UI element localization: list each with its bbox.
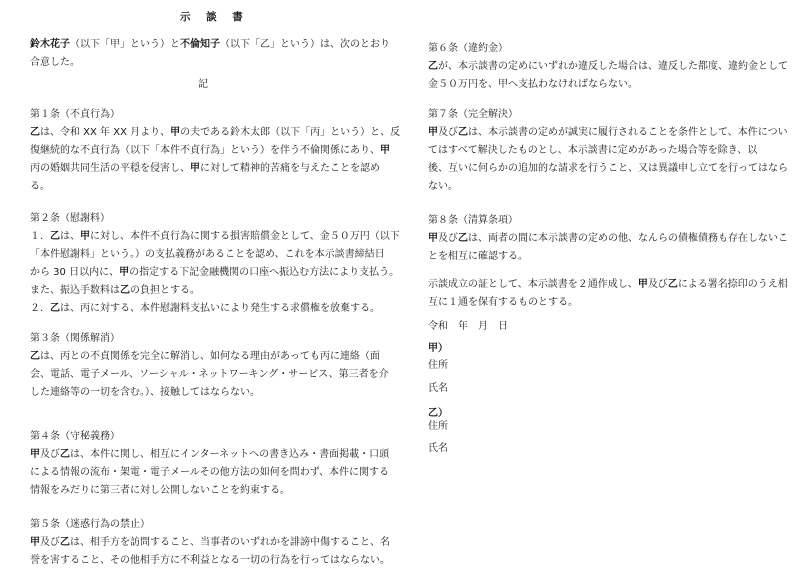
article-block [30, 330, 389, 402]
line-text: ２． [30, 303, 50, 314]
line-text: の指定する下記金融機関の口座へ振込む方法により支払う。 [129, 267, 400, 278]
article-block [30, 428, 389, 500]
line-text: した連絡等の一切を含む。）、接触してはならない。 [30, 387, 260, 398]
text-line [428, 178, 788, 196]
line-text: は、丙との不貞関係を完全に解消し、如何なる理由があっても丙に連絡（面 [40, 351, 380, 362]
party-ref: 甲 [30, 449, 40, 460]
intro-text-2: （以下「乙」という）は、次のとおり [220, 39, 390, 50]
line-text: が、本示談書の定めにいずれか違反した場合は、違反した都度、違約金として [438, 61, 788, 72]
article-heading: 第４条（守秘義務） [30, 431, 120, 442]
closing-paragraph [428, 276, 788, 312]
ki-marker: 記 [198, 79, 208, 90]
text-line [428, 76, 788, 94]
party-b-label: 乙） [428, 408, 448, 419]
article-heading: 第２条（慰謝料） [30, 213, 110, 224]
line-text: 及び [647, 279, 668, 290]
party-ref: 乙 [667, 279, 678, 290]
article-heading: 第６条（違約金） [428, 43, 508, 54]
party-ref: 甲 [190, 163, 200, 174]
party-ref: 甲 [80, 231, 90, 242]
party-ref: 乙 [50, 303, 60, 314]
party-ref: 乙 [50, 231, 60, 242]
text-line [30, 446, 389, 464]
article-heading: 第７条（完全解決） [428, 109, 518, 120]
party-ref: 乙 [428, 61, 438, 72]
text-line [30, 246, 400, 264]
article-block [428, 106, 788, 196]
text-line [428, 58, 788, 76]
text-line [428, 142, 788, 160]
text-line [428, 160, 788, 178]
text-line [428, 230, 788, 248]
party-ref: 甲 [170, 127, 181, 138]
line-text: とを相互に確認する。 [428, 251, 528, 262]
article-block [30, 210, 400, 318]
line-text: 及び [438, 127, 458, 138]
line-text: 示談成立の証として、本示談書を２通作成し、 [428, 279, 638, 290]
article-block [428, 40, 788, 94]
line-text: 互に１通を保有するものとする。 [428, 297, 578, 308]
line-text: は、本件に関し、相互にインターネットへの書き込み・書面掲載・口頭 [70, 449, 390, 460]
text-line [428, 276, 788, 294]
line-text: 「本件慰謝料」という。）の支払義務があることを認め、これを本示談書締結日 [30, 249, 385, 260]
document-title: 示 談 書 [180, 11, 249, 23]
party-a-name-label: 氏名 [428, 383, 448, 394]
line-text: る。 [30, 181, 50, 192]
line-text: は、相手方を訪問すること、当事者のいずれかを誹謗中傷すること、名 [70, 537, 390, 548]
article-block [30, 516, 390, 570]
line-text: 後、互いに何らかの追加的な請求を行うこと、又は異議申し立てを行ってはなら [428, 163, 788, 174]
line-text: は、本示談書の定めが誠実に履行されることを条件として、本件につい [468, 127, 788, 138]
line-text: による署名捺印のうえ相 [677, 279, 788, 290]
date-line: 令和 年 月 日 [428, 321, 508, 332]
line-text: に対し、本件不貞行為に関する損害賠償金として、金５０万円（以下 [90, 231, 400, 242]
party-ref: 乙 [458, 233, 468, 244]
line-text: の負担とする。 [130, 285, 200, 296]
article-block [30, 106, 400, 196]
line-text: 及び [40, 449, 60, 460]
line-text: は、丙に対する、本件慰謝料支払いにより発生する求償権を放棄する。 [60, 303, 380, 314]
line-text: ない。 [428, 181, 458, 192]
text-line [30, 348, 389, 366]
party-ref: 乙 [60, 449, 70, 460]
line-text: の夫である鈴木太郎（以下「丙」という）と、反 [180, 127, 401, 138]
line-text: 誉を害すること、その他相手方に不利益となる一切の行為を行ってはならない。 [30, 555, 390, 566]
party-ref: 甲 [30, 537, 40, 548]
party-b-address-label: 住所 [428, 421, 448, 432]
party-a-label: 甲） [428, 343, 448, 354]
article-block [428, 212, 788, 266]
line-text: １． [30, 231, 50, 242]
line-text: は、両者の間に本示談書の定めの他、なんらの債権債務も存在しないこ [468, 233, 788, 244]
text-line [30, 282, 400, 300]
text-line [30, 160, 400, 178]
party-ref: 甲 [428, 233, 438, 244]
line-text: てはすべて解決したものとし、本示談書に定めがあった場合等を除き、以 [428, 145, 758, 156]
line-text: から 30 日以内に、 [30, 267, 120, 278]
party-ref: 乙 [458, 127, 468, 138]
party-b-name-label: 氏名 [428, 443, 448, 454]
text-line [30, 142, 400, 160]
party-ref: 乙 [30, 127, 40, 138]
text-line [30, 300, 400, 318]
line-text: 情報をみだりに第三者に対し公開しないことを約束する。 [30, 485, 290, 496]
line-text: 会、電話、電子メール、ソーシャル・ネットワーキング・サービス、第三者を介 [30, 369, 389, 380]
line-text: 丙の婚姻共同生活の平穏を侵害し、 [30, 163, 190, 174]
intro-text-1: （以下「甲」という）と [70, 39, 180, 50]
text-line [30, 482, 389, 500]
text-line [428, 294, 788, 312]
party-ref: 甲 [428, 127, 438, 138]
article-heading: 第５条（迷惑行為の禁止） [30, 519, 150, 530]
party-ref: 甲 [119, 267, 130, 278]
party-a-address-label: 住所 [428, 360, 448, 371]
party-b-name: 不倫知子 [180, 39, 220, 50]
party-ref: 乙 [60, 537, 70, 548]
line-text: 復継続的な不貞行為（以下「本件不貞行為」という）を伴う不倫関係にあり、 [30, 145, 380, 156]
text-line [30, 464, 389, 482]
text-line [30, 124, 400, 142]
article-heading: 第８条（清算条項） [428, 215, 518, 226]
intro-paragraph [30, 36, 390, 72]
party-ref: 甲 [380, 145, 390, 156]
intro-line-2: 合意した。 [30, 57, 80, 68]
line-text: に対して精神的苦痛を与えたことを認め [200, 163, 380, 174]
text-line [30, 178, 400, 196]
text-line [30, 534, 390, 552]
line-text: は、 [60, 231, 80, 242]
text-line [30, 366, 389, 384]
party-ref: 乙 [120, 285, 130, 296]
party-ref: 甲 [637, 279, 648, 290]
text-line [30, 264, 400, 282]
article-heading: 第３条（関係解消） [30, 333, 120, 344]
text-line [428, 248, 788, 266]
text-line [428, 124, 788, 142]
text-line [30, 228, 400, 246]
line-text: による情報の流布・架電・電子メールその他方法の如何を問わず、本件に関する [30, 467, 389, 478]
party-ref: 乙 [30, 351, 40, 362]
text-line [30, 384, 389, 402]
line-text: 及び [40, 537, 60, 548]
text-line [30, 552, 390, 570]
line-text: 金５０万円を、甲へ支払わなければならない。 [428, 79, 638, 90]
line-text: は、令和 XX 年 XX 月より、 [40, 127, 171, 138]
line-text: また、振込手数料は [30, 285, 120, 296]
article-heading: 第１条（不貞行為） [30, 109, 120, 120]
line-text: 及び [438, 233, 458, 244]
party-a-name: 鈴木花子 [30, 39, 70, 50]
